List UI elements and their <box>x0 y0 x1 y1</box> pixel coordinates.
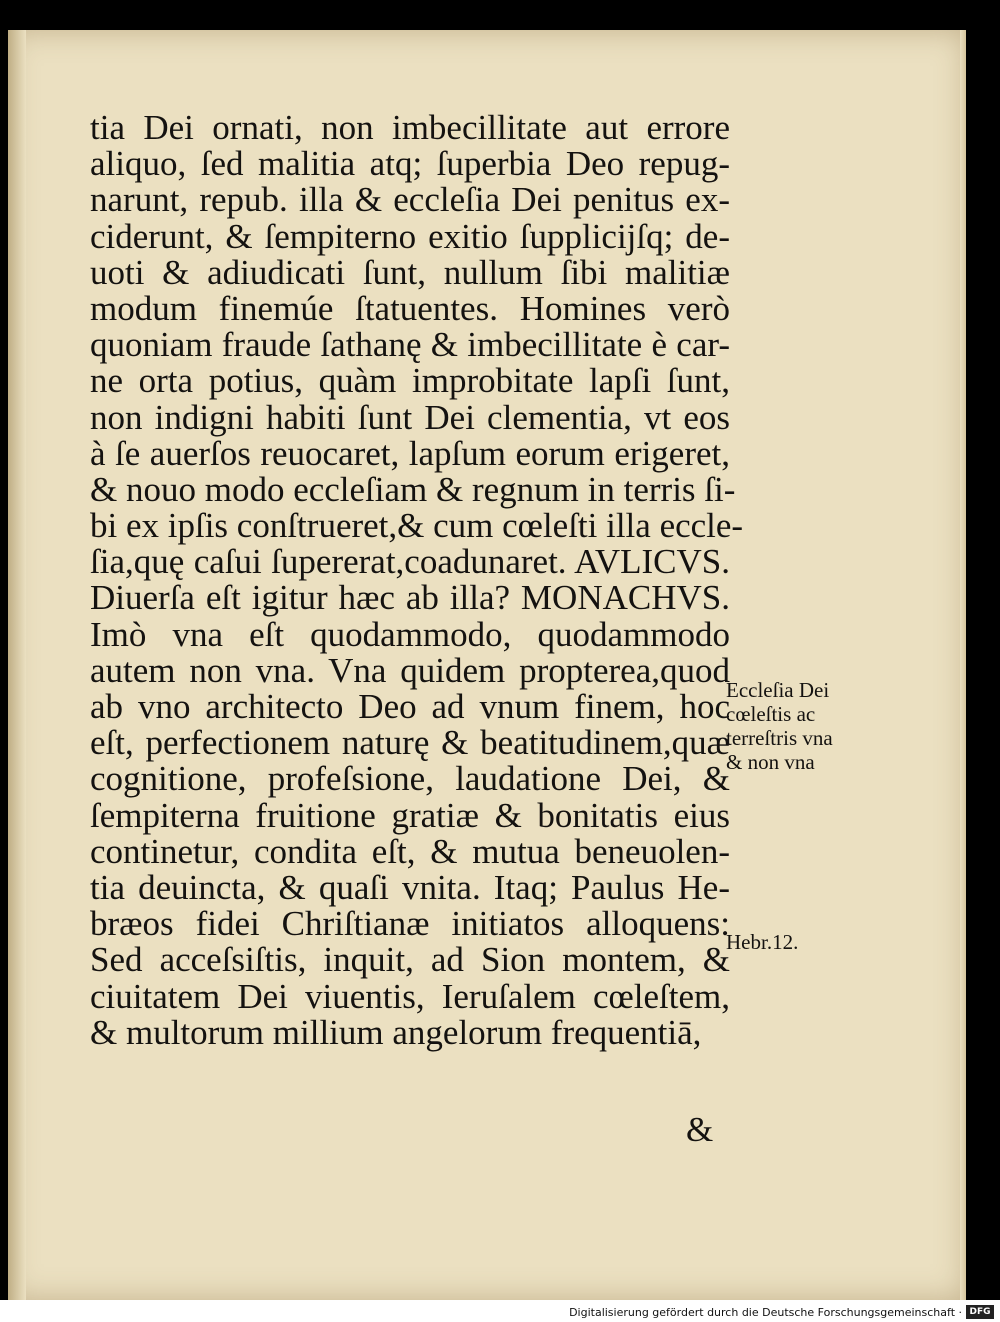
text-line: ne orta potius, quàm improbitate lapſi ſunt, <box>90 361 730 401</box>
text-line: tia Dei ornati, non imbecillitate aut errore <box>90 108 730 147</box>
text-line: Imò vna eſt quodammodo, quodammodo <box>90 614 730 654</box>
margin-note-ecclesia <box>726 678 833 774</box>
text-line: à ſe auerſos reuocaret, lapſum eorum erigeret, <box>90 433 730 473</box>
text-line: bræos fidei Chriſtianæ initiatos alloquens: <box>90 904 730 944</box>
text-line: autem non vna. Vna quidem propterea,quod <box>90 650 730 690</box>
text-line: ſempiterna fruitione gratiæ & bonitatis eius <box>90 795 730 835</box>
dfg-logo: DFG <box>966 1305 994 1319</box>
text-line: ciderunt, & ſempiterno exitio ſupplicijſq; de- <box>90 216 730 256</box>
text-line: cognitione, profeſsione, laudatione Dei, & <box>90 759 730 799</box>
text-line: narunt, repub. illa & eccleſia Dei penitus ex- <box>90 180 730 220</box>
margin-note-line: terreſtris vna <box>726 726 833 750</box>
text-line: non indigni habiti ſunt Dei clementia, vt eos <box>90 397 730 437</box>
main-text-block <box>90 108 744 1052</box>
text-line: & multorum millium angelorum frequentiā, <box>90 1012 702 1052</box>
text-line: modum finemúe ſtatuentes. Homines verò <box>90 288 730 328</box>
page-edge-shadow <box>960 30 966 1300</box>
funding-credit: Digitalisierung gefördert durch die Deutsche Forschungsgemeinschaft · <box>569 1306 962 1319</box>
text-line: ciuitatem Dei viuentis, Ieruſalem cœleſtem, <box>90 976 730 1016</box>
text-line: ab vno architecto Deo ad vnum finem, hoc <box>90 687 730 726</box>
text-line: bi ex ipſis conſtrueret,& cum cœleſti illa eccle- <box>90 506 744 546</box>
text-line: continetur, condita eſt, & mutua beneuolen- <box>90 831 730 871</box>
text-line: quoniam fraude ſathanę & imbecillitate è car- <box>90 325 730 365</box>
margin-note-hebr: Hebr.12. <box>726 930 799 954</box>
margin-note-line: Eccleſia Dei <box>726 678 830 702</box>
footer-bar <box>0 1300 1000 1322</box>
text-line: Diuerſa eſt igitur hæc ab illa? MONACHVS. <box>90 578 730 618</box>
margin-note-line: cœleſtis ac <box>726 702 816 726</box>
text-line: tia deuincta, & quaſi vnita. Itaq; Paulus He- <box>90 867 730 907</box>
text-line: eſt, perfectionem naturę & beatitudinem,quæ <box>90 723 730 763</box>
book-page <box>8 30 966 1300</box>
text-line: aliquo, ſed malitia atq; ſuperbia Deo repug- <box>90 144 730 184</box>
text-line: & nouo modo eccleſiam & regnum in terris ſi- <box>90 469 736 509</box>
margin-note-line: & non vna <box>726 750 815 774</box>
page-gutter-shadow <box>8 30 26 1300</box>
text-line: uoti & adiudicati ſunt, nullum ſibi malitiæ <box>90 252 730 292</box>
text-line: ſia,quę caſui ſupererat,coadunaret. AVLICVS. <box>90 542 730 582</box>
catchword: & <box>686 1110 714 1149</box>
text-line: Sed acceſsiſtis, inquit, ad Sion montem, & <box>90 940 730 980</box>
